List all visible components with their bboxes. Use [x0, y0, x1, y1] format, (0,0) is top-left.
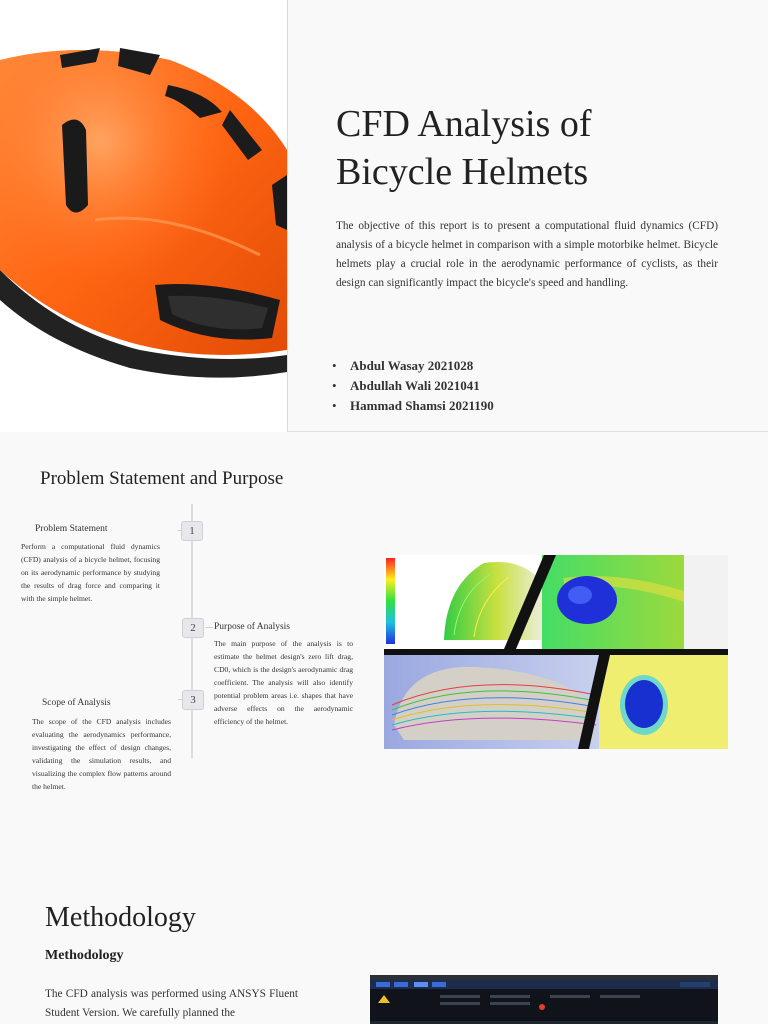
methodology-slide	[0, 852, 768, 1024]
timeline-marker-1: 1	[181, 521, 203, 541]
section-heading: Problem Statement and Purpose	[40, 468, 284, 489]
methodology-text: The CFD analysis was performed using ANSYS Fluent Student Version. We carefully planned the	[45, 988, 298, 1019]
problem-statement-heading: Problem Statement	[35, 524, 108, 534]
timeline-marker-2: 2	[182, 618, 204, 638]
author-item: • Abdullah Wali 2021041	[330, 376, 494, 396]
scope-heading: Scope of Analysis	[42, 698, 111, 708]
title-line-2: Bicycle Helmets	[336, 151, 589, 193]
objective-paragraph: The objective of this report is to present a computational fluid dynamics (CFD) analysis of a bicycle helmet in comparison with a simple motorbike helmet. Bicycle helmets play a crucial role in the aerodynamic performance of cyclists, as their design can significantly impact the bicycle's speed and handling.	[336, 220, 718, 289]
author-item: • Hammad Shamsi 2021190	[330, 396, 494, 416]
page-title	[336, 100, 736, 196]
scope-text: The scope of the CFD analysis includes evaluating the aerodynamics performance, investigating the effect of design changes, validating the simulation results, and visualizing the complex flow patterns around the helmet.	[32, 717, 171, 791]
author-list	[330, 356, 494, 416]
helmet-photo	[0, 0, 287, 432]
cfd-results-image	[384, 555, 728, 749]
problem-statement-text: Perform a computational fluid dynamics (CFD) analysis of a bicycle helmet, focusing on its aerodynamic performance by studying the results of drag force and comparing it with the simple helmet.	[21, 542, 160, 603]
timeline-tick	[205, 627, 213, 628]
cfd-contour-plots	[384, 555, 728, 749]
timeline-marker-3: 3	[182, 690, 204, 710]
methodology-subheading: Methodology	[45, 948, 124, 963]
title-line-1: CFD Analysis of	[336, 103, 592, 145]
title-divider	[287, 0, 288, 432]
ansys-ribbon-illustration	[370, 975, 718, 1024]
purpose-text: The main purpose of the analysis is to estimate the helmet design's zero lift drag, CD0, which is the design's aerodynamic drag coefficient. The analysis will also identify potential problem areas i.e. shapes that have adverse effects on the aerodynamic efficiency of the helmet.	[214, 639, 353, 726]
methodology-heading: Methodology	[45, 902, 196, 933]
author-item: • Abdul Wasay 2021028	[330, 356, 494, 376]
problem-slide	[0, 432, 768, 852]
purpose-heading: Purpose of Analysis	[214, 622, 290, 632]
ansys-screenshot	[370, 975, 718, 1024]
title-slide	[0, 0, 768, 432]
helmet-illustration	[0, 0, 287, 432]
